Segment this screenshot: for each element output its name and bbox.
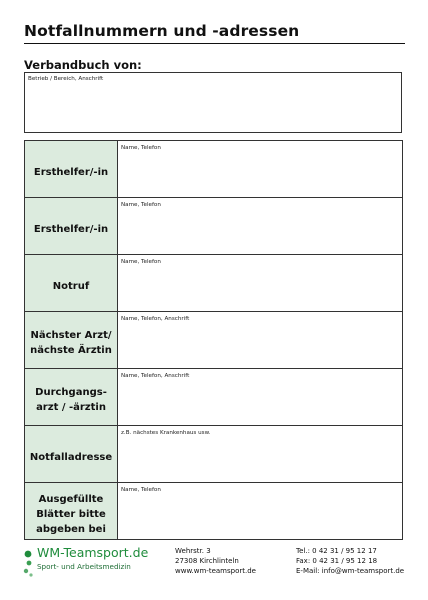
row-input-field[interactable]	[118, 198, 402, 254]
verbandbuch-heading: Verbandbuch von:	[24, 58, 142, 72]
row-hint: z.B. nächstes Krankenhaus usw.	[121, 430, 211, 436]
logo-dots-icon	[22, 550, 36, 578]
row-input-field[interactable]	[118, 369, 402, 425]
address-field-hint: Betrieb / Bereich, Anschrift	[28, 76, 104, 82]
row-hint: Name, Telefon	[121, 259, 161, 265]
page-title: Notfallnummern und -adressen	[24, 22, 300, 40]
row-label: Notruf	[52, 280, 90, 292]
row-input-field[interactable]	[118, 141, 402, 197]
email-link[interactable]: E-Mail: info@wm-teamsport.de	[296, 567, 405, 575]
row-label: Ersthelfer/-in	[33, 223, 109, 235]
row-naechster-arzt	[25, 312, 402, 369]
row-label: Nächster Arzt/ nächste Ärztin	[30, 330, 112, 356]
footer	[0, 540, 428, 600]
row-label: Ersthelfer/-in	[33, 166, 109, 178]
emergency-contacts-table	[24, 140, 403, 540]
brand-tagline: Sport- und Arbeitsmedizin	[37, 562, 131, 571]
postal-address	[175, 546, 256, 576]
row-label-cell	[25, 198, 118, 254]
fax: Fax: 0 42 31 / 95 12 18	[296, 557, 378, 565]
row-notruf	[25, 255, 402, 312]
title-underline	[24, 43, 405, 44]
row-label-cell	[25, 426, 118, 482]
row-input-field[interactable]	[118, 255, 402, 311]
company-address-field[interactable]	[24, 72, 402, 133]
row-label-cell	[25, 369, 118, 425]
row-label-cell	[25, 483, 118, 539]
row-ersthelfer-1	[25, 141, 402, 198]
phone: Tel.: 0 42 31 / 95 12 17	[296, 547, 377, 555]
row-label: Notfalladresse	[29, 451, 113, 463]
row-notfalladresse	[25, 426, 402, 483]
city: 27308 Kirchlinteln	[175, 557, 239, 565]
website-link[interactable]: www.wm-teamsport.de	[175, 567, 256, 575]
row-input-field[interactable]	[118, 483, 402, 539]
row-input-field[interactable]	[118, 426, 402, 482]
row-label-cell	[25, 141, 118, 197]
row-hint: Name, Telefon	[121, 487, 161, 493]
row-label: Durchgangs- arzt / -ärztin	[35, 387, 107, 413]
contact-details	[296, 546, 404, 576]
row-input-field[interactable]	[118, 312, 402, 368]
row-hint: Name, Telefon	[121, 145, 161, 151]
street: Wehrstr. 3	[175, 547, 211, 555]
row-label: Ausgefüllte Blätter bitte abgeben bei	[36, 493, 106, 535]
row-label-cell	[25, 255, 118, 311]
row-hint: Name, Telefon	[121, 202, 161, 208]
row-abgabe	[25, 483, 402, 539]
row-label-cell	[25, 312, 118, 368]
brand-name: WM-Teamsport.de	[37, 545, 149, 560]
row-hint: Name, Telefon, Anschrift	[121, 373, 190, 379]
row-durchgangsarzt	[25, 369, 402, 426]
row-ersthelfer-2	[25, 198, 402, 255]
row-hint: Name, Telefon, Anschrift	[121, 316, 190, 322]
